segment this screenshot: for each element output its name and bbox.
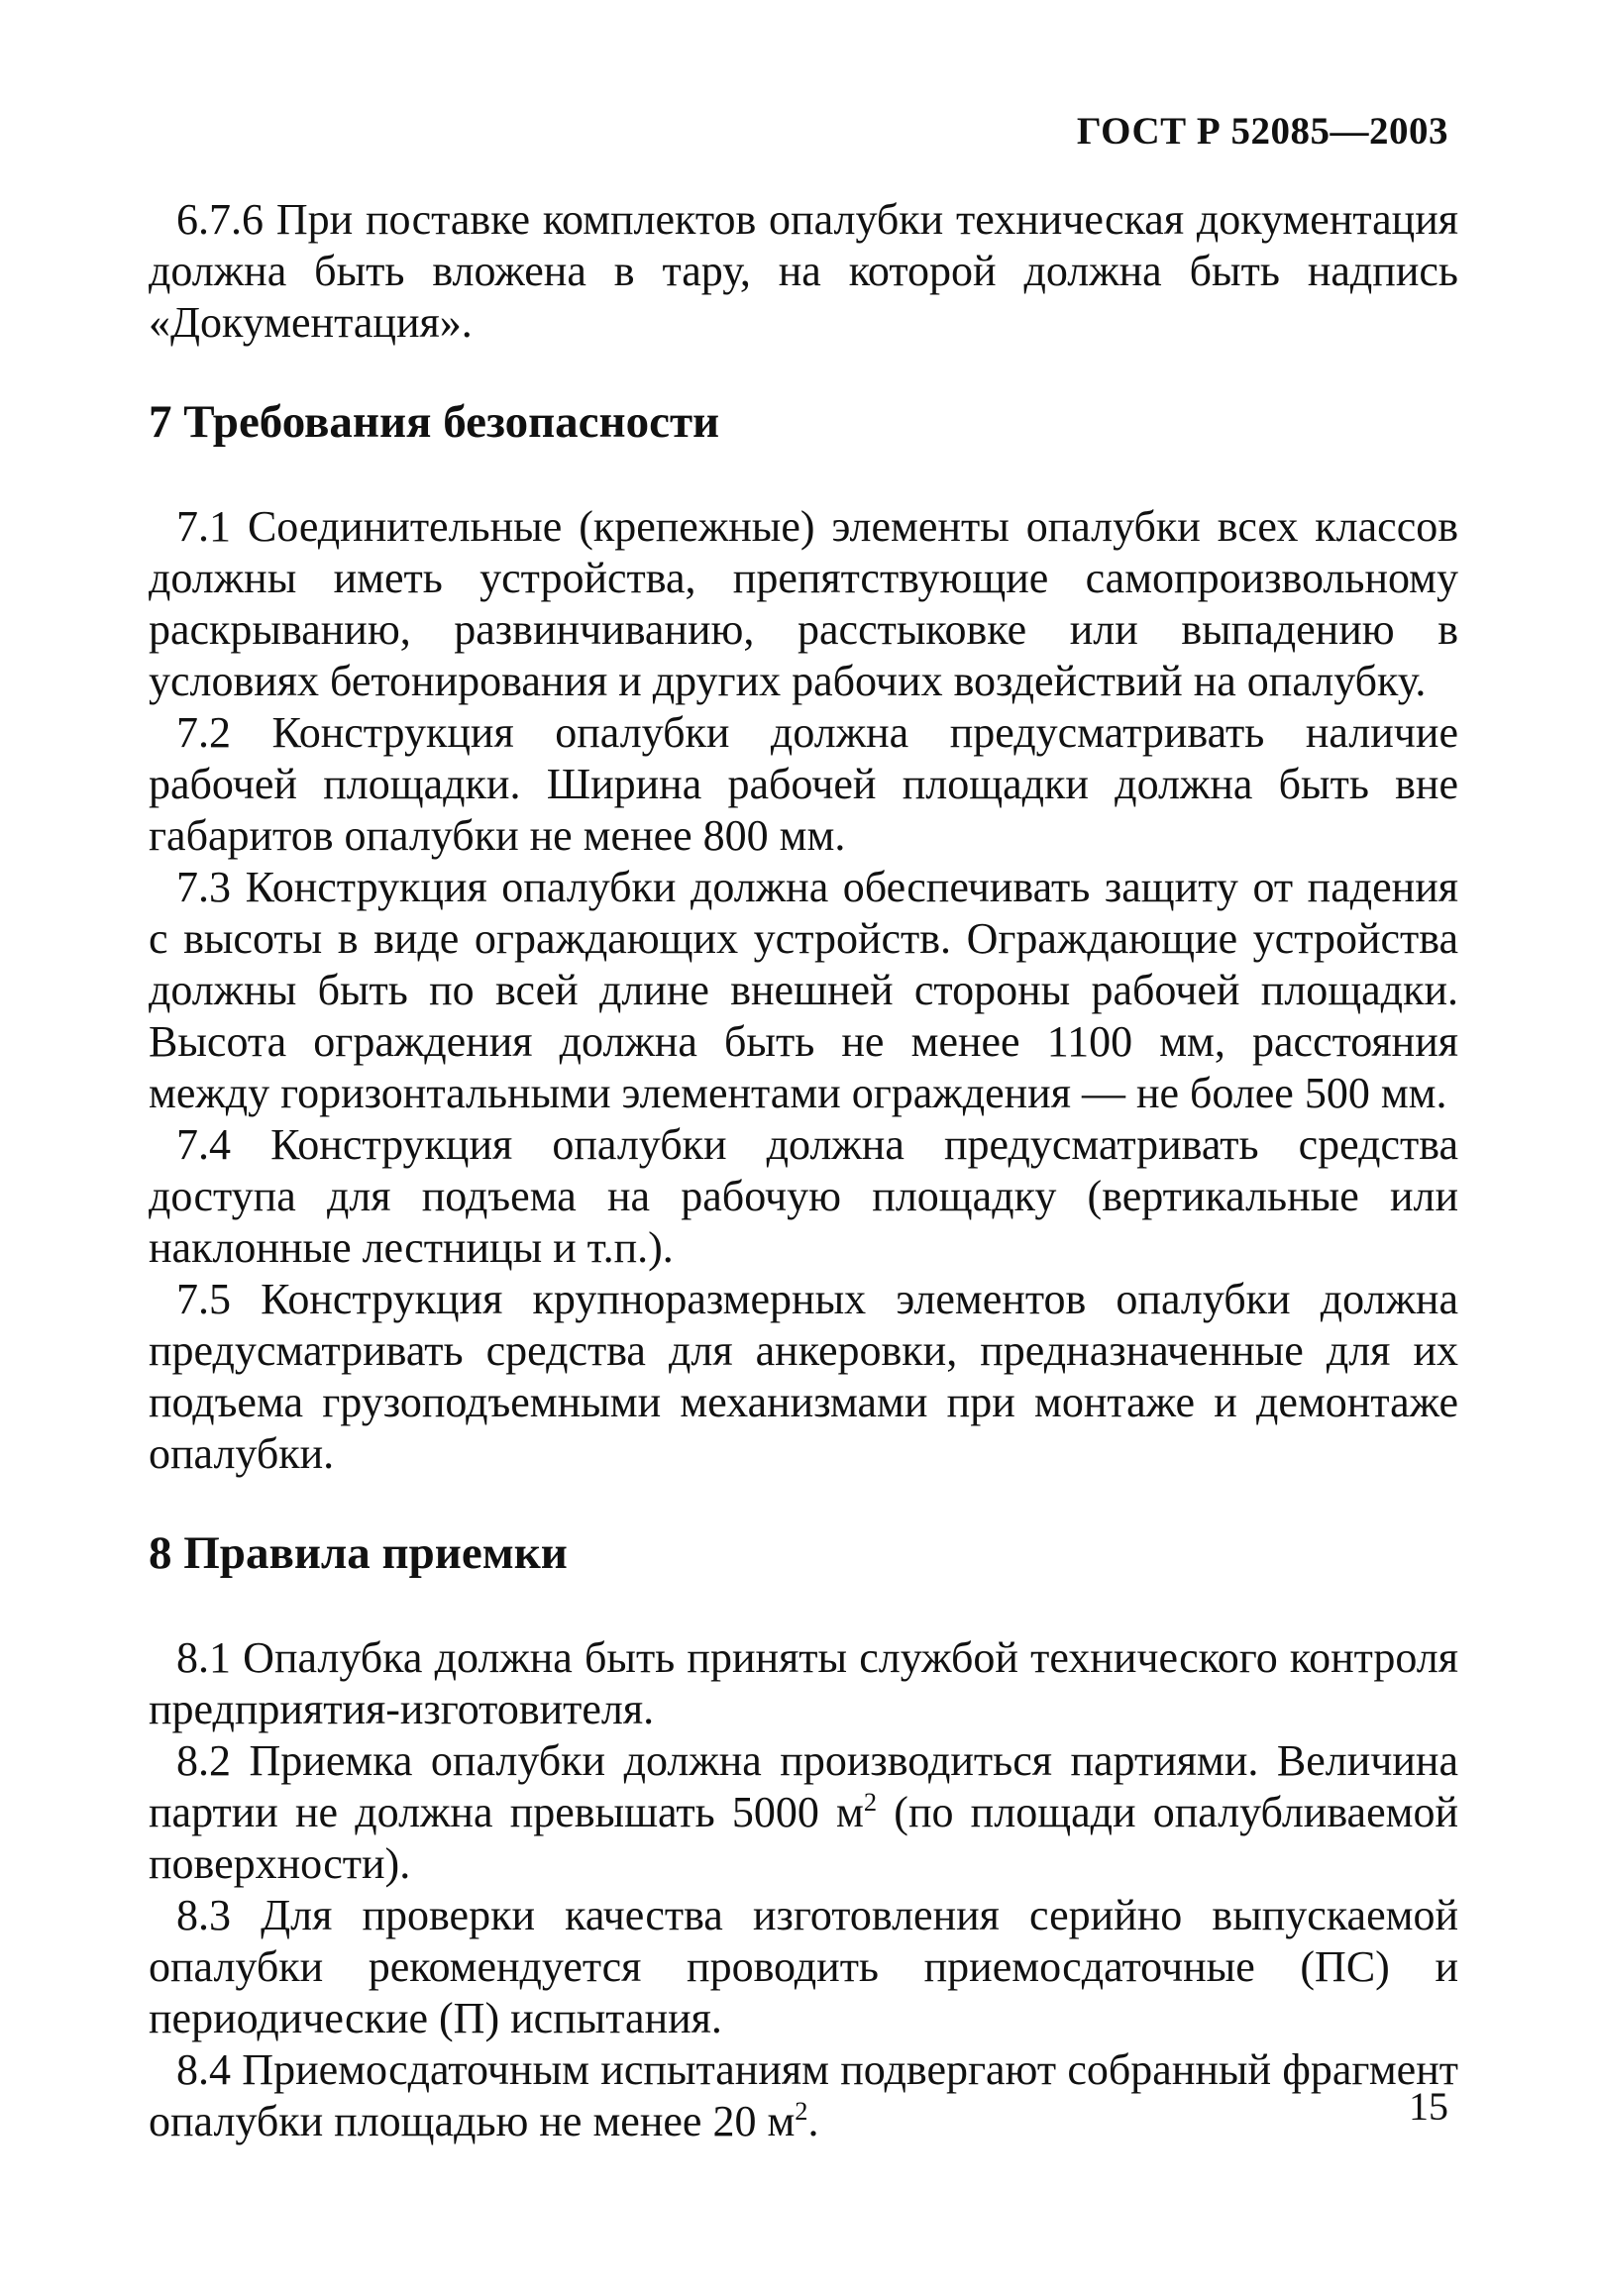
paragraph-8-4-text-b: .	[807, 2097, 819, 2145]
paragraph-8-4-text-a: 8.4 Приемосдаточным испытаниям подвергают собранный фрагмент опалубки площадью не менее 20 м	[149, 2045, 1458, 2145]
superscript: 2	[795, 2096, 808, 2127]
paragraph-8-2-text-a: 8.2 Приемка опалубки должна производиться партиями. Величина партии не должна превышать 5000 м	[149, 1736, 1458, 1836]
spacer	[149, 349, 1458, 396]
paragraph-8-3: 8.3 Для проверки качества изготовления серийно выпускаемой опалубки рекомендуется проводить приемосдаточные (ПС) и периодические (П) испытания.	[149, 1891, 1458, 2042]
section-heading-8: 8 Правила приемки	[149, 1527, 568, 1579]
spacer	[149, 1579, 1458, 1632]
superscript: 2	[863, 1787, 878, 1818]
spacer	[149, 1480, 1458, 1527]
paragraph-6-7-6: 6.7.6 При поставке комплектов опалубки техническая документация должна быть вложена в тару, на которой должна быть надпись «Документация».	[149, 195, 1458, 347]
paragraph-8-2	[149, 1735, 1458, 1890]
spacer	[149, 448, 1458, 501]
paragraph-7-4: 7.4 Конструкция опалубки должна предусматривать средства доступа для подъема на рабочую площадку (вертикальные или наклонные лестницы и т.п.).	[149, 1120, 1458, 1272]
paragraph-7-1: 7.1 Соединительные (крепежные) элементы опалубки всех классов должны иметь устройства, препятствующие самопроизвольному раскрыванию, развинчиванию, расстыковке или выпадению в условиях бетонирования и других рабочих воздействий на опалубку.	[149, 502, 1458, 705]
paragraph-8-1: 8.1 Опалубка должна быть приняты службой технического контроля предприятия-изготовителя.	[149, 1633, 1458, 1733]
page-number: 15	[1409, 2084, 1448, 2129]
page-content	[149, 194, 1458, 2147]
paragraph-8-2-text-b: (по площади опалубливаемой поверхности).	[149, 1788, 1458, 1888]
paragraph-8-4	[149, 2044, 1458, 2147]
section-heading-7: 7 Требования безопасности	[149, 396, 720, 448]
paragraph-7-2: 7.2 Конструкция опалубки должна предусматривать наличие рабочей площадки. Ширина рабочей площадки должна быть вне габаритов опалубки не менее 800 мм.	[149, 708, 1458, 860]
paragraph-7-3: 7.3 Конструкция опалубки должна обеспечивать защиту от падения с высоты в виде ограждающих устройств. Ограждающие устройства должны быть по всей длине внешней стороны рабочей площадки. Высота ограждения должна быть не менее 1100 мм, расстояния между горизонтальными элементами ограждения — не более 500 мм.	[149, 863, 1458, 1117]
paragraph-7-5: 7.5 Конструкция крупноразмерных элементов опалубки должна предусматривать средства для анкеровки, предназначенные для их подъема грузоподъемными механизмами при монтаже и демонтаже опалубки.	[149, 1275, 1458, 1478]
document-code-header: ГОСТ Р 52085—2003	[1076, 110, 1448, 153]
